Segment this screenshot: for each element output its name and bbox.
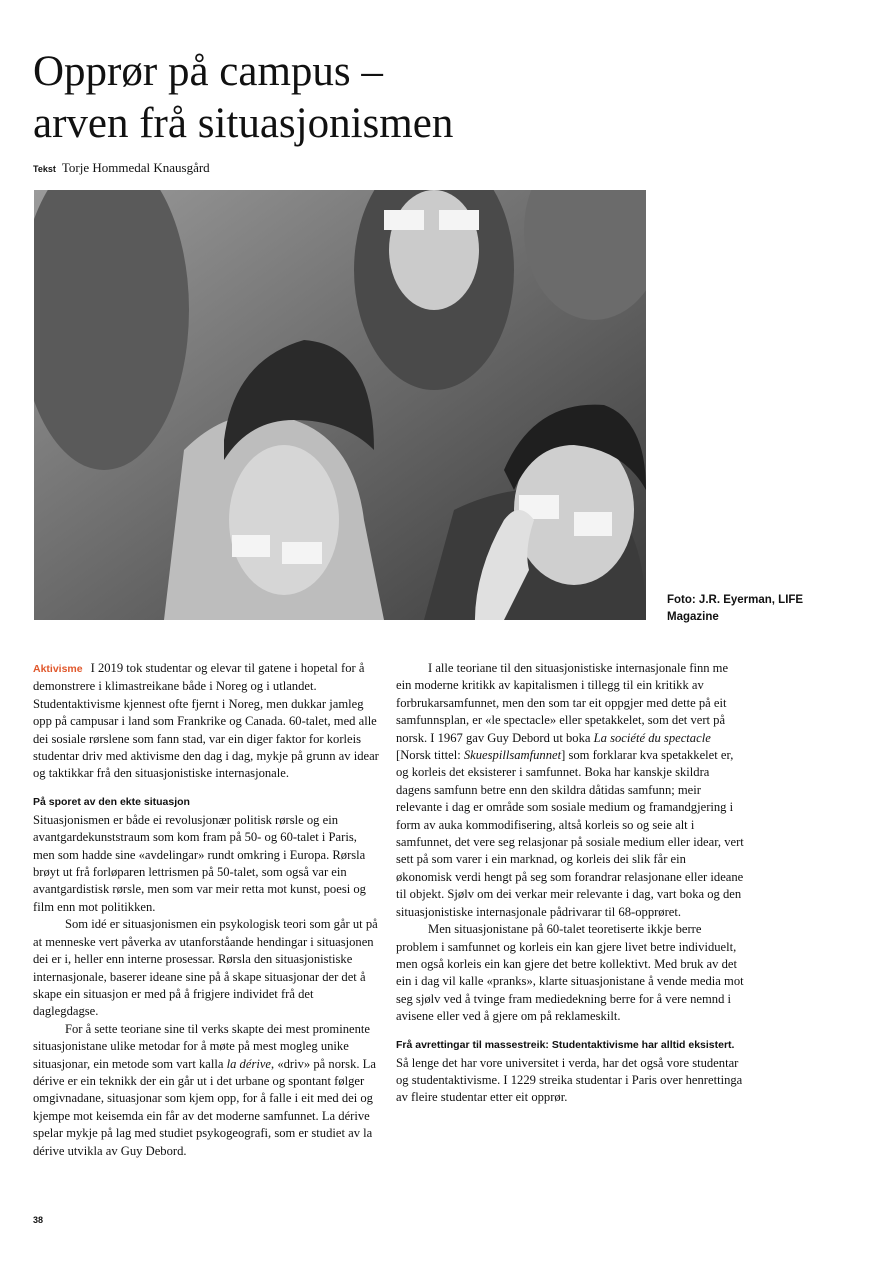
- byline: [33, 160, 210, 176]
- paragraph: For å sette teoriane sine til verks skapte dei mest prominente situasjonistane ulike metodar for å møte på mest mogleg unike situasjonar, ein metode som vart kalla la dérive, «driv» på norsk. La dérive er ein teknikk der ein går ut i det urbane og spontant følger omgivnadane, situasjonar som kjem opp, for å falle i eit med dei og kjempe mot keisemda ein får av det moderne samfunnet. La dérive spelar mykje på lag med studiet psykogeografi, som er studiet av la dérive utvikla av Guy Debord.: [33, 1021, 376, 1158]
- subheading-situasjon: På sporet av den ekte situasjon: [33, 795, 190, 808]
- title-line-1: Opprør på campus –: [33, 48, 383, 95]
- title-line-2: arven frå situasjonismen: [33, 100, 454, 147]
- intro-text: I 2019 tok studentar og elevar til gatene i hopetal for å demonstrere i klimastreikane både i Noreg og i utlandet. Studentaktivisme kjennest ofte fjernt i Noreg, men dukkar jamleg opp på campusar i land som Frankrike og Canada. 60-talet, med alle dei sosiale rørslene som fann stad, var ein diger faktor for korleis studentar driv med aktivisme den dag i dag, mykje på grunn av idear og taktikkar frå den situasjonistiske internasjonale.: [33, 661, 379, 781]
- byline-label: Tekst: [33, 164, 56, 174]
- article-title: [33, 46, 653, 150]
- paragraph: Situasjonismen er både ei revolusjonær politisk rørsle og ein avantgardekunststraum som kom fram på 50- og 60-talet i Paris, men som hadde sine «avdelingar» rundt omkring i Europa. Rørsla brøyt ut frå forløparen lettrismen på 50-talet, som også var ein avantgardistisk rørsle, men som var meir retta mot kunst, poesi og film enn mot politikken.: [33, 812, 366, 914]
- article-column-2: [396, 660, 744, 1107]
- paragraph: Men situasjonistane på 60-talet teoretiserte ikkje berre problem i samfunnet og korleis ein kan gjere livet betre individuelt, men også korleis ein kan gjere det betre kollektivt. Med bruk av det ein i dag vil kalle «pranks», klarte situasjonistane å vende media mot seg sjølv ved å tvinge fram mediedekning berre for å vere nemnd i avisene eller ved å gjere om på reklameskilt.: [396, 922, 744, 1024]
- paragraph: Som idé er situasjonismen ein psykologisk teori som går ut på at menneske vert påverka av utanforståande hendingar i situasjonen dei er i, heller enn interne prosessar. Rørsla den situasjonistiske internasjonale, baserer ideane sine på å skape situasjonar der det å skape ein situasjon er med på å frigjere individet frå det daglegdagse.: [33, 917, 378, 1019]
- subheading-studentaktivisme: Frå avrettingar til massestreik: Studentaktivisme har alltid eksistert.: [396, 1038, 735, 1051]
- article-photo: [34, 190, 646, 620]
- article-column-1: [33, 660, 381, 1160]
- paragraph: I alle teoriane til den situasjonistiske internasjonale finn me ein moderne kritikk av kapitalismen i tillegg til ein kritikk av forbrukarsamfunnet, men den som tar eit oppgjer med dette på eit samfunnsplan, er «le spectacle» eller spetakkelet, som det vert på norsk. I 1967 gav Guy Debord ut boka La société du spectacle [Norsk tittel: Skuespillsamfunnet] som forklarar kva spetakkelet er, og korleis det eksisterer i samfunnet. Boka har kanskje skildra dagens samfunn betre enn den skildra dåtidas samfunn; meir relevante i dag er område som sosiale medium og framandgjering i form av auka kommodifisering, altså korleis so og seie alt i samfunnet, det vere seg relasjonar på sosiale medium eller idear, vert sett på som varer i ein marknad, og korleis dei slik får ein økonomisk verdi hengt på seg som forandrar relasjonane eller ideane til objekt. Sjølv om dei verkar meir relevante i dag, vart boka og den situasjonistiske internasjonale pådrivarar til 68-opprøret.: [396, 661, 744, 919]
- paragraph: Så lenge det har vore universitet i verda, har det også vore studentar og studentaktivisme. I 1229 streika studentar i Paris over henrettinga av fleire studentar etter eit opprør.: [396, 1055, 743, 1105]
- section-kicker: Aktivisme: [33, 663, 83, 675]
- author-name: Torje Hommedal Knausgård: [61, 160, 210, 175]
- page-number: 38: [33, 1215, 44, 1225]
- intro-paragraph: [33, 660, 381, 783]
- audience-3d-glasses-photo: [34, 190, 646, 620]
- photo-caption: Foto: J.R. Eyerman, LIFE Magazine: [667, 594, 804, 623]
